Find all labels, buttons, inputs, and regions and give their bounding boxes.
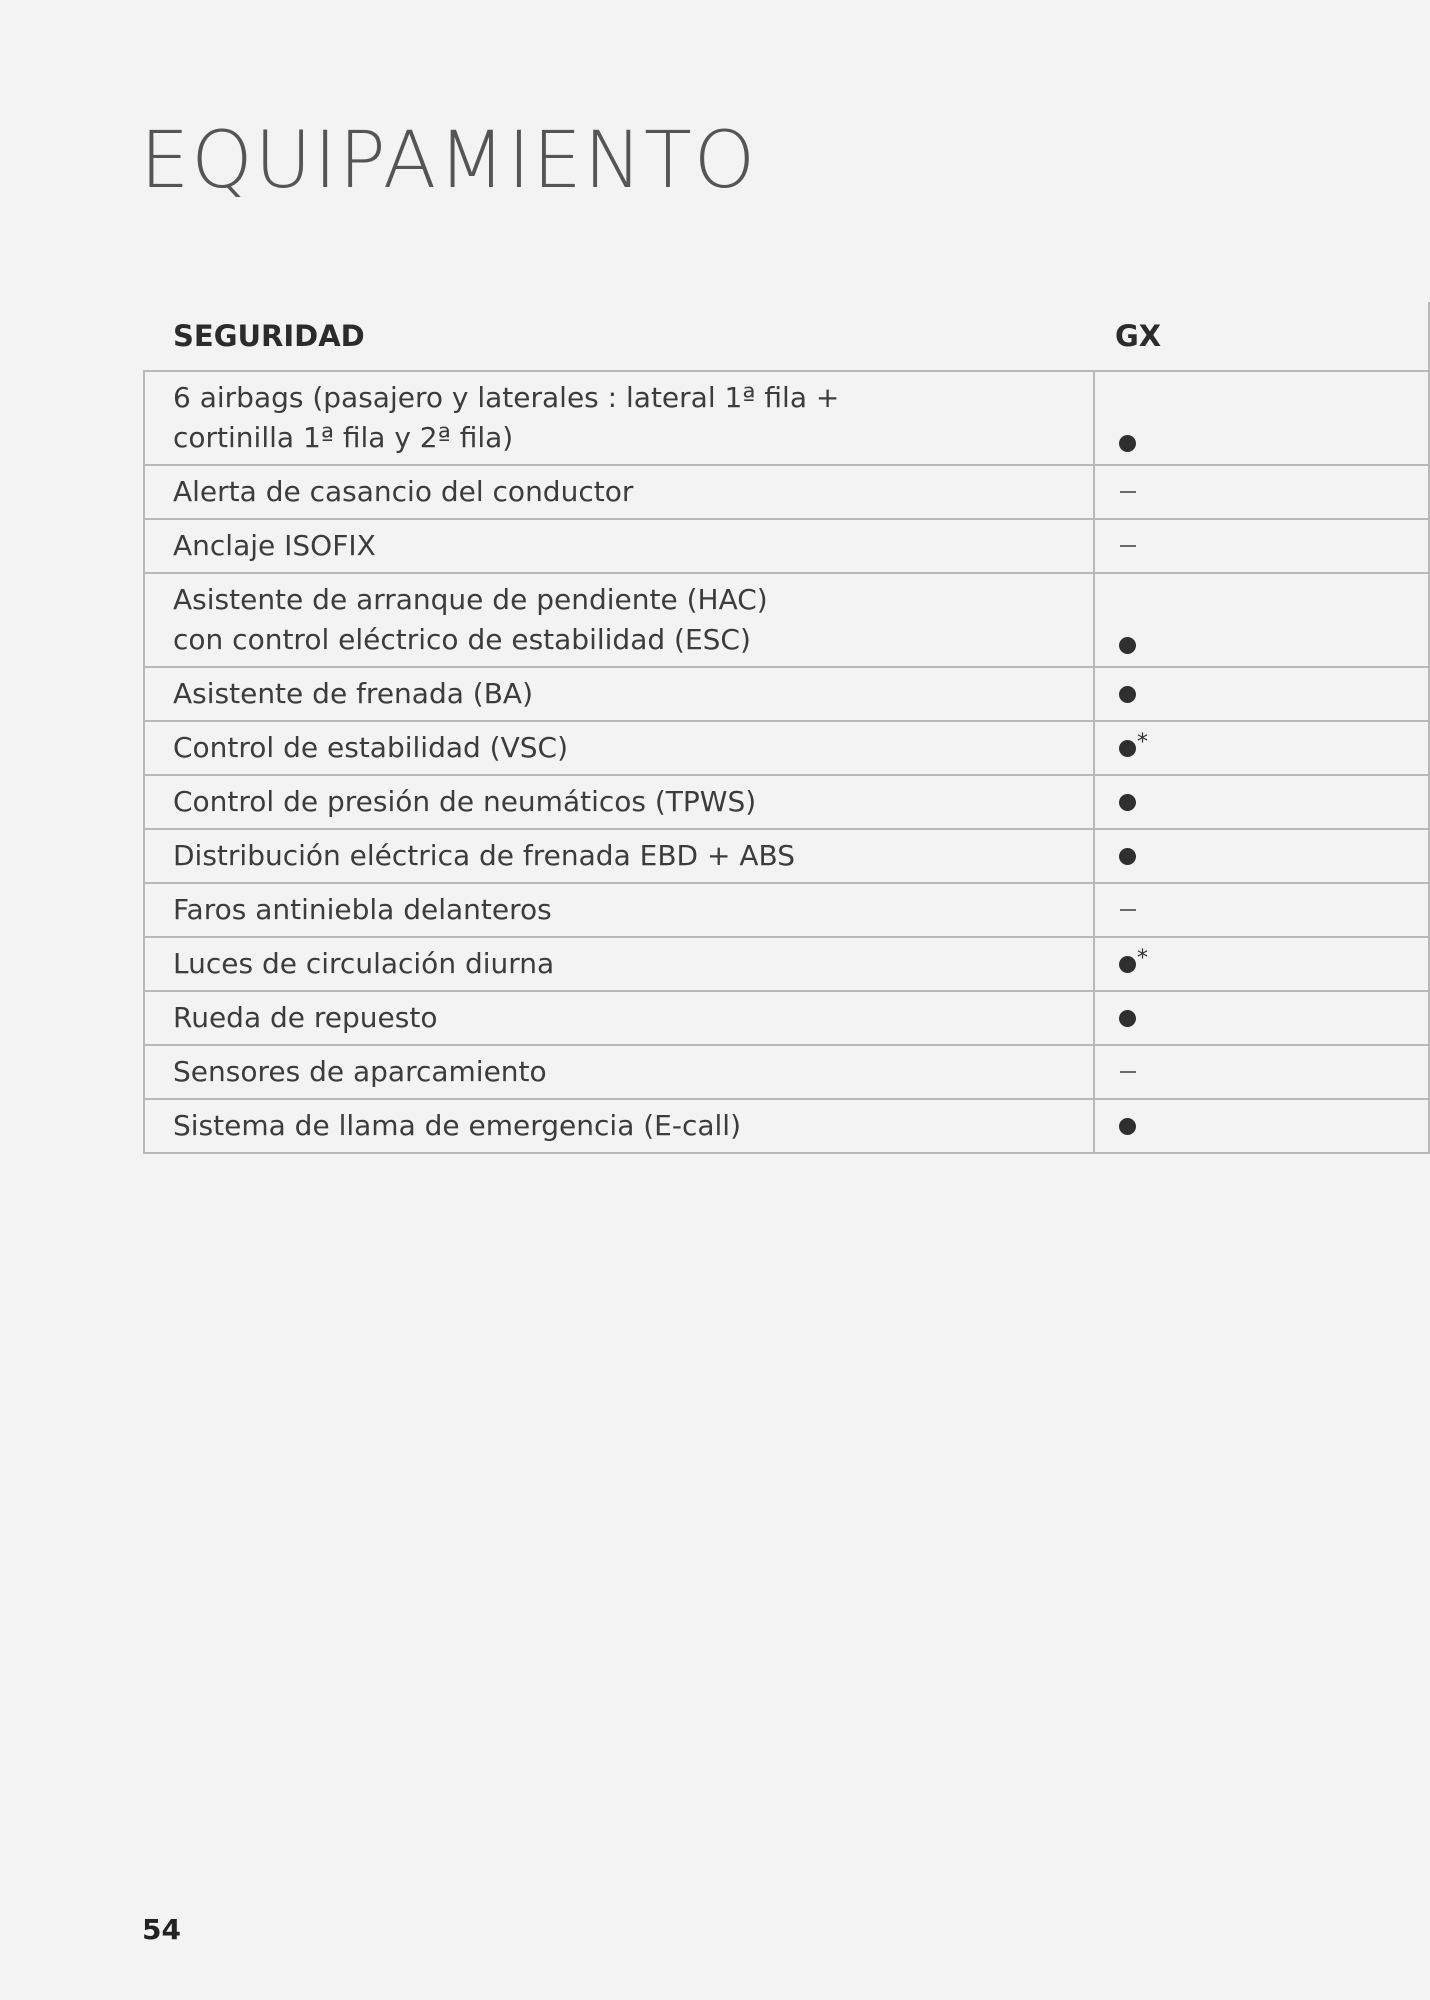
not-available-dash-icon <box>1120 909 1136 911</box>
availability-cell <box>1095 466 1428 518</box>
feature-name: Control de presión de neumáticos (TPWS) <box>145 776 1095 828</box>
standard-dot-icon <box>1119 956 1136 973</box>
section-header: SEGURIDAD <box>173 319 365 353</box>
availability-cell <box>1095 830 1428 882</box>
column-header-gx: GX <box>1115 319 1162 353</box>
standard-dot-icon <box>1119 686 1136 703</box>
feature-name: Asistente de frenada (BA) <box>145 668 1095 720</box>
standard-dot-icon <box>1119 435 1136 452</box>
table-row <box>145 372 1430 466</box>
footnote-asterisk: * <box>1137 729 1148 755</box>
page-number: 54 <box>142 1913 181 1946</box>
standard-dot-icon <box>1119 848 1136 865</box>
availability-cell <box>1095 372 1428 464</box>
feature-name: Sistema de llama de emergencia (E-call) <box>145 1100 1095 1152</box>
standard-dot-icon <box>1119 740 1136 757</box>
table-header <box>143 302 1430 370</box>
feature-name: Distribución eléctrica de frenada EBD + ABS <box>145 830 1095 882</box>
not-available-dash-icon <box>1120 491 1136 493</box>
feature-name: Anclaje ISOFIX <box>145 520 1095 572</box>
availability-cell <box>1095 668 1428 720</box>
feature-name: Asistente de arranque de pendiente (HAC) con control eléctrico de estabilidad (ESC) <box>145 574 1095 666</box>
table-row <box>145 776 1430 830</box>
table-body <box>143 370 1430 1154</box>
availability-cell <box>1095 992 1428 1044</box>
standard-dot-icon <box>1119 1118 1136 1135</box>
availability-cell <box>1095 1046 1428 1098</box>
not-available-dash-icon <box>1120 1071 1136 1073</box>
table-row <box>145 574 1430 668</box>
table-row <box>145 992 1430 1046</box>
feature-name: Sensores de aparcamiento <box>145 1046 1095 1098</box>
standard-dot-icon <box>1119 794 1136 811</box>
not-available-dash-icon <box>1120 545 1136 547</box>
feature-name: Control de estabilidad (VSC) <box>145 722 1095 774</box>
availability-cell <box>1095 520 1428 572</box>
feature-name: Rueda de repuesto <box>145 992 1095 1044</box>
table-row <box>145 1100 1430 1154</box>
table-row <box>145 520 1430 574</box>
availability-cell <box>1095 938 1428 990</box>
feature-name: Alerta de casancio del conductor <box>145 466 1095 518</box>
feature-name: Faros antiniebla delanteros <box>145 884 1095 936</box>
availability-cell <box>1095 574 1428 666</box>
page-title: EQUIPAMIENTO <box>140 116 758 206</box>
standard-dot-icon <box>1119 637 1136 654</box>
availability-cell <box>1095 884 1428 936</box>
footnote-asterisk: * <box>1137 945 1148 971</box>
availability-cell <box>1095 722 1428 774</box>
availability-cell <box>1095 776 1428 828</box>
table-row <box>145 1046 1430 1100</box>
table-row <box>145 466 1430 520</box>
standard-dot-icon <box>1119 1010 1136 1027</box>
feature-name: Luces de circulación diurna <box>145 938 1095 990</box>
table-row <box>145 830 1430 884</box>
feature-name: 6 airbags (pasajero y laterales : lateral 1ª fila + cortinilla 1ª fila y 2ª fila) <box>145 372 1095 464</box>
table-row <box>145 722 1430 776</box>
table-row <box>145 884 1430 938</box>
table-row <box>145 938 1430 992</box>
table-row <box>145 668 1430 722</box>
availability-cell <box>1095 1100 1428 1152</box>
equipment-table <box>143 302 1430 1154</box>
